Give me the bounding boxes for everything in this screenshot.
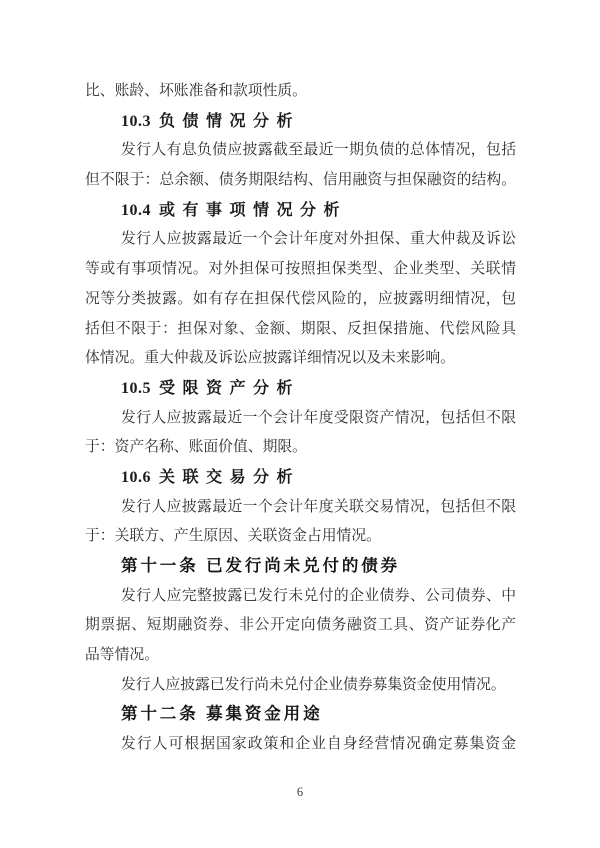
subsection-heading bbox=[85, 196, 516, 226]
subsection-number: 10.5 bbox=[121, 379, 151, 397]
paragraph-line: 发行人应披露最近一个会计年度关联交易情况，包括但不限 bbox=[121, 498, 516, 515]
subsection-heading bbox=[85, 463, 516, 493]
subsection-title: 关联交易分析 bbox=[159, 468, 301, 486]
page-number: 6 bbox=[296, 785, 304, 799]
paragraph-line: 发行人可根据国家政策和企业自身经营情况确定募集资金 bbox=[121, 736, 516, 753]
subsection-title: 受限资产分析 bbox=[159, 379, 301, 397]
subsection-heading bbox=[85, 374, 516, 404]
paragraph-line: 比、账龄、坏账准备和款项性质。 bbox=[85, 83, 307, 99]
document-body bbox=[85, 77, 516, 760]
subsection-number: 10.6 bbox=[121, 468, 151, 486]
article-heading: 第十二条 募集资金用途 bbox=[121, 705, 323, 724]
paragraph-line: 发行人有息负债应披露截至最近一期负债的总体情况，包括 bbox=[121, 142, 516, 159]
paragraph-line: 品等情况。 bbox=[85, 647, 159, 664]
paragraph-line: 但不限于：总余额、债务期限结构、信用融资与担保融资的结构。 bbox=[85, 172, 516, 189]
paragraph-line: 于：资产名称、账面价值、期限。 bbox=[85, 439, 307, 456]
paragraph-line: 期票据、短期融资券、非公开定向债务融资工具、资产证券化产 bbox=[85, 617, 516, 634]
subsection-number: 10.4 bbox=[121, 201, 151, 219]
paragraph-line: 发行人应披露已发行尚未兑付企业债券募集资金使用情况。 bbox=[121, 676, 506, 693]
subsection-number: 10.3 bbox=[121, 112, 151, 130]
subsection-heading bbox=[85, 107, 516, 137]
paragraph-line: 发行人应完整披露已发行未兑付的企业债券、公司债券、中 bbox=[121, 587, 516, 604]
paragraph-line: 况等分类披露。如有存在担保代偿风险的，应披露明细情况，包 bbox=[85, 290, 516, 307]
subsection-title: 负债情况分析 bbox=[159, 112, 301, 130]
article-heading: 第十一条 已发行尚未兑付的债券 bbox=[121, 557, 401, 575]
subsection-title: 或有事项情况分析 bbox=[159, 201, 348, 219]
paragraph-line: 发行人应披露最近一个会计年度受限资产情况，包括但不限 bbox=[121, 409, 516, 426]
paragraph-line: 发行人应披露最近一个会计年度对外担保、重大仲裁及诉讼 bbox=[121, 231, 516, 248]
paragraph-line: 括但不限于：担保对象、金额、期限、反担保措施、代偿风险具 bbox=[85, 320, 516, 337]
paragraph-line: 体情况。重大仲裁及诉讼应披露详细情况以及未来影响。 bbox=[85, 350, 455, 367]
paragraph-line: 于：关联方、产生原因、关联资金占用情况。 bbox=[85, 528, 381, 545]
paragraph-line: 等或有事项情况。对外担保可按照担保类型、企业类型、关联情 bbox=[85, 261, 516, 278]
